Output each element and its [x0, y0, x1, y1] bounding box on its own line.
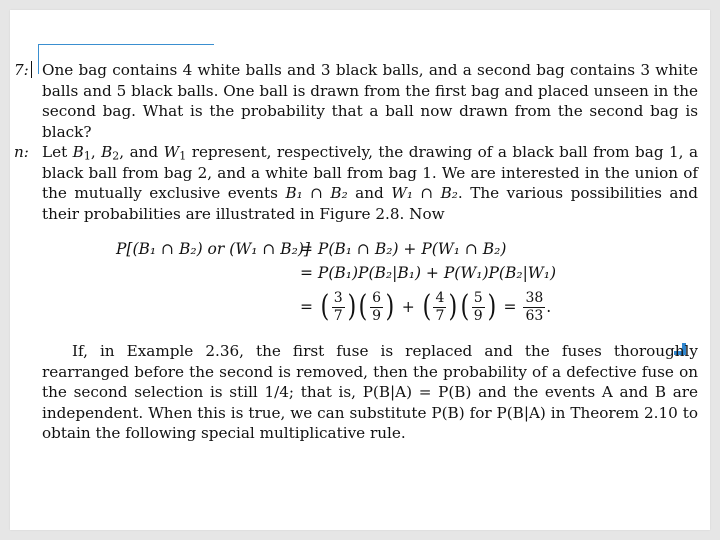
problem-number: 7:	[14, 60, 32, 81]
problem-text: One bag contains 4 white balls and 3 black balls, and a second bag contains 3 white balls and 5 black balls. One ball is drawn from the first bag and placed unseen in the second bag. What is the probability that a ball now drawn from the second bag is black?	[42, 61, 698, 141]
accent-line	[38, 44, 214, 45]
fraction: $\frac{4}{7}$	[435, 289, 445, 324]
result-fraction: $\frac{38}{63}$	[525, 289, 544, 324]
fraction: $\frac{6}{9}$	[372, 289, 381, 324]
equation-block	[14, 237, 698, 327]
solution-label: n:	[14, 143, 29, 161]
fraction: $\frac{3}{7}$	[333, 289, 343, 324]
solution-block	[14, 142, 698, 224]
problem-block	[14, 60, 698, 142]
document-body	[14, 60, 698, 444]
equation-line-2: = P(B₁)P(B₂|B₁) + P(W₁)P(B₂|W₁)	[300, 264, 556, 282]
slide	[10, 10, 710, 530]
solution-text: Let $B_1$, $B_2$, and $W_1$ represent, respectively, the drawing of a black ball from bag 1, a black ball from bag 2, and a white ball from bag 1. We are interested in the union of the mutually exclusive events B₁ ∩ B₂ and W₁ ∩ B₂. The various possibilities and their probabilities are illustrated in Figure 2.8. Now	[42, 143, 699, 223]
equation-line-1: = P(B₁ ∩ B₂) + P(W₁ ∩ B₂)	[300, 240, 507, 258]
paragraph-2: If, in Example 2.36, the first fuse is replaced and the fuses thoroughly rearranged before the second is removed, then the probability of a defective fuse on the second selection is still 1/4; that is, P(B|A) = P(B) and the events A and B are independent. When this is true, we can substitute P(B) for P(B|A) in Theorem 2.10 to obtain the following special multiplicative rule.	[42, 342, 698, 442]
equation-lhs: P[(B₁ ∩ B₂) or (W₁ ∩ B₂)]	[116, 240, 310, 258]
equation-line-3: = ( $\frac{3}{7}$ ) ( $\frac{6}{9}$ ) + ( $\frac{4}{7}$ ) ( $\frac{5}{9}$ ) = $\frac{38}{63}$ .	[300, 289, 552, 324]
fraction: $\frac{5}{9}$	[473, 289, 483, 324]
